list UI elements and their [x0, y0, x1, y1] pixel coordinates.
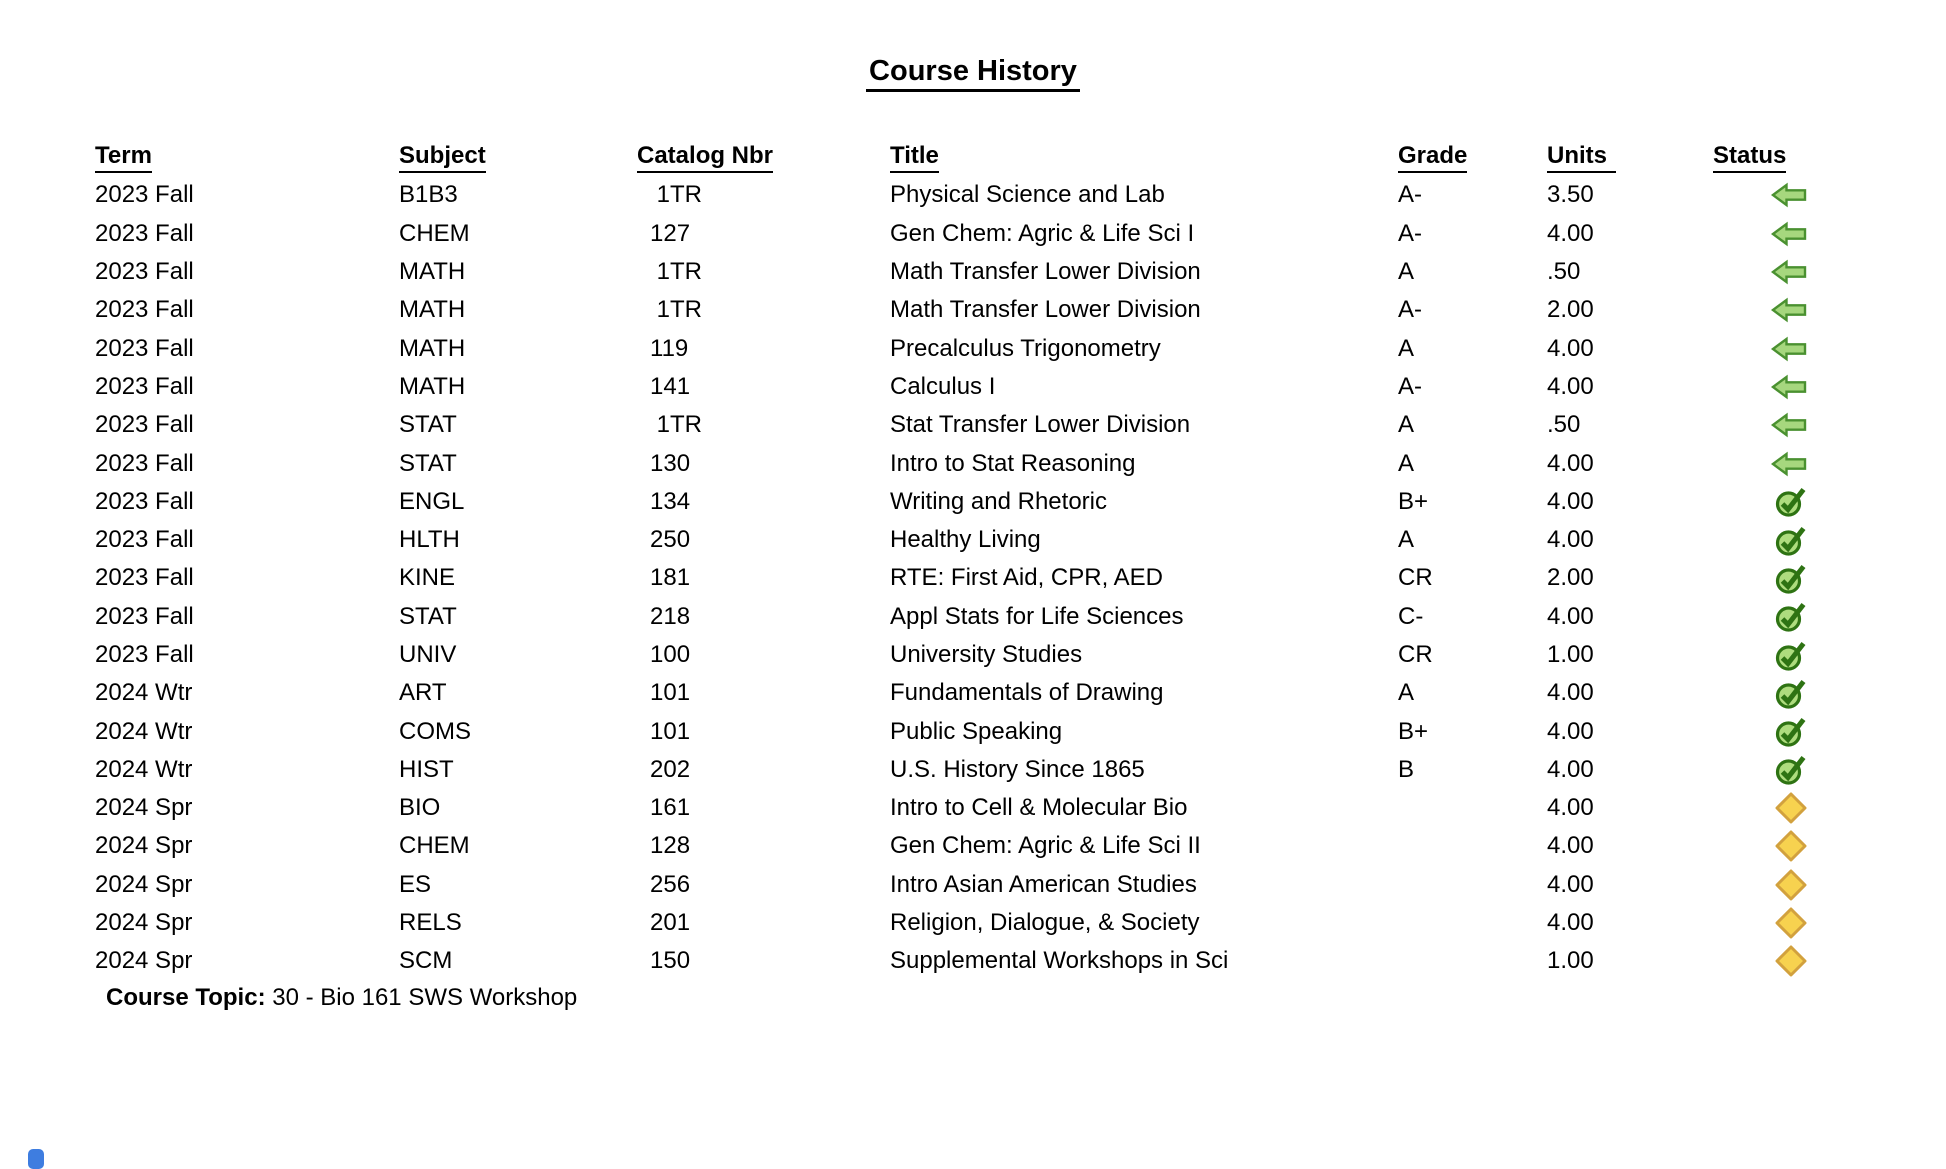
header-title[interactable]: Title: [890, 142, 1398, 173]
units-cell: 4.00: [1547, 449, 1594, 477]
catalog-nbr-cell: 1TR: [650, 296, 703, 324]
catalog-nbr-cell: 127: [650, 219, 691, 247]
term-cell: 2024 Wtr: [95, 679, 193, 707]
term-cell: 2024 Spr: [95, 947, 193, 975]
units-cell: 4.00: [1547, 909, 1594, 937]
subject-cell: ART: [399, 679, 447, 707]
term-cell: 2023 Fall: [95, 258, 194, 286]
status-cell: [1713, 639, 1815, 672]
catalog-nbr-cell: 202: [650, 755, 691, 783]
table-row: [95, 827, 1815, 865]
taken-check-icon: [1775, 715, 1808, 748]
table-row: [95, 368, 1815, 406]
table-row: [95, 215, 1815, 253]
subject-cell: BIO: [399, 794, 441, 822]
term-cell: 2024 Wtr: [95, 755, 193, 783]
catalog-nbr-cell: 150: [650, 947, 691, 975]
course-title-cell: Stat Transfer Lower Division: [890, 411, 1191, 439]
grade-cell: A: [1398, 449, 1415, 477]
grade-cell: A-: [1398, 296, 1422, 324]
in-progress-diamond-icon: [1774, 944, 1808, 978]
course-history-table: [95, 138, 1815, 981]
table-row: [95, 674, 1815, 712]
catalog-nbr-cell: 250: [650, 526, 691, 554]
table-header-row: [95, 138, 1815, 176]
subject-cell: STAT: [399, 411, 457, 439]
header-subject[interactable]: Subject: [399, 142, 637, 173]
status-cell: [1713, 944, 1815, 978]
course-title-cell: Religion, Dialogue, & Society: [890, 909, 1200, 937]
table-row: [95, 942, 1815, 980]
grade-cell: A: [1398, 679, 1415, 707]
page-title: Course History: [0, 55, 1946, 92]
course-title-cell: RTE: First Aid, CPR, AED: [890, 564, 1163, 592]
subject-cell: MATH: [399, 334, 466, 362]
status-cell: [1713, 562, 1815, 595]
in-progress-diamond-icon: [1774, 906, 1808, 940]
subject-cell: HIST: [399, 755, 454, 783]
units-cell: 4.00: [1547, 602, 1594, 630]
units-cell: 4.00: [1547, 717, 1594, 745]
status-cell: [1713, 451, 1815, 477]
term-cell: 2023 Fall: [95, 564, 194, 592]
table-row: [95, 789, 1815, 827]
status-cell: [1713, 715, 1815, 748]
catalog-nbr-cell: 218: [650, 602, 691, 630]
grade-cell: C-: [1398, 602, 1424, 630]
course-title-cell: Appl Stats for Life Sciences: [890, 602, 1184, 630]
term-cell: 2023 Fall: [95, 641, 194, 668]
term-cell: 2023 Fall: [95, 487, 194, 515]
term-cell: 2024 Spr: [95, 832, 193, 860]
transferred-arrow-icon: [1770, 182, 1808, 208]
partially-visible-blue-element: [28, 1149, 44, 1169]
units-cell: 1.00: [1547, 947, 1594, 975]
units-cell: 4.00: [1547, 679, 1594, 707]
course-title-cell: Fundamentals of Drawing: [890, 679, 1164, 707]
term-cell: 2023 Fall: [95, 181, 194, 209]
table-row: [95, 483, 1815, 521]
table-row: [95, 291, 1815, 329]
table-row: [95, 866, 1815, 904]
transferred-arrow-icon: [1770, 297, 1808, 323]
transferred-arrow-icon: [1770, 374, 1808, 400]
taken-check-icon: [1775, 524, 1808, 557]
units-cell: 4.00: [1547, 334, 1594, 362]
units-cell: 4.00: [1547, 794, 1594, 822]
units-cell: 4.00: [1547, 870, 1594, 898]
term-cell: 2023 Fall: [95, 219, 194, 247]
course-topic-label: Course Topic:: [106, 983, 266, 1011]
status-cell: [1713, 524, 1815, 557]
catalog-nbr-cell: 256: [650, 870, 691, 898]
units-cell: 4.00: [1547, 487, 1594, 515]
course-title-cell: Intro to Cell & Molecular Bio: [890, 794, 1188, 822]
term-cell: 2023 Fall: [95, 602, 194, 630]
transferred-arrow-icon: [1770, 412, 1808, 438]
course-title-cell: Healthy Living: [890, 526, 1041, 554]
subject-cell: SCM: [399, 947, 453, 975]
course-title-cell: Gen Chem: Agric & Life Sci I: [890, 219, 1195, 247]
units-cell: .50: [1547, 258, 1581, 286]
header-status[interactable]: Status: [1713, 142, 1815, 173]
units-cell: 4.00: [1547, 526, 1594, 554]
taken-check-icon: [1775, 639, 1808, 672]
catalog-nbr-cell: 100: [650, 641, 691, 668]
course-title-cell: Math Transfer Lower Division: [890, 296, 1201, 324]
course-title-cell: Precalculus Trigonometry: [890, 334, 1161, 362]
table-row: [95, 904, 1815, 942]
grade-cell: A-: [1398, 181, 1422, 209]
course-title-cell: University Studies: [890, 641, 1083, 668]
catalog-nbr-cell: 1TR: [650, 181, 703, 209]
catalog-nbr-cell: 130: [650, 449, 691, 477]
subject-cell: UNIV: [399, 641, 457, 668]
term-cell: 2024 Spr: [95, 870, 193, 898]
subject-cell: ES: [399, 870, 432, 898]
units-cell: 2.00: [1547, 564, 1594, 592]
grade-cell: CR: [1398, 564, 1433, 592]
subject-cell: STAT: [399, 602, 457, 630]
taken-check-icon: [1775, 485, 1808, 518]
course-title-cell: Intro Asian American Studies: [890, 870, 1197, 898]
subject-cell: MATH: [399, 296, 466, 324]
header-catalog-nbr[interactable]: Catalog Nbr: [637, 142, 890, 173]
grade-cell: A: [1398, 334, 1415, 362]
term-cell: 2023 Fall: [95, 296, 194, 324]
catalog-nbr-cell: 141: [650, 372, 691, 400]
transferred-arrow-icon: [1770, 336, 1808, 362]
catalog-nbr-cell: 201: [650, 909, 691, 937]
term-cell: 2023 Fall: [95, 449, 194, 477]
transferred-arrow-icon: [1770, 259, 1808, 285]
header-grade[interactable]: Grade: [1398, 142, 1547, 173]
units-cell: .50: [1547, 411, 1581, 439]
subject-cell: RELS: [399, 909, 462, 937]
course-title-cell: Intro to Stat Reasoning: [890, 449, 1136, 477]
catalog-nbr-cell: 1TR: [650, 258, 703, 286]
subject-cell: MATH: [399, 372, 466, 400]
subject-cell: KINE: [399, 564, 456, 592]
grade-cell: B+: [1398, 717, 1429, 745]
grade-cell: B+: [1398, 487, 1429, 515]
units-cell: 1.00: [1547, 641, 1594, 668]
course-title-cell: Public Speaking: [890, 717, 1063, 745]
term-cell: 2023 Fall: [95, 334, 194, 362]
taken-check-icon: [1775, 677, 1808, 710]
grade-cell: B: [1398, 755, 1415, 783]
units-cell: 4.00: [1547, 219, 1594, 247]
subject-cell: HLTH: [399, 526, 460, 554]
units-cell: 4.00: [1547, 372, 1594, 400]
in-progress-diamond-icon: [1774, 829, 1808, 863]
subject-cell: CHEM: [399, 219, 470, 247]
table-row: [95, 636, 1815, 674]
status-cell: [1713, 677, 1815, 710]
status-cell: [1713, 753, 1815, 786]
catalog-nbr-cell: 181: [650, 564, 691, 592]
status-cell: [1713, 791, 1815, 825]
status-cell: [1713, 297, 1815, 323]
status-cell: [1713, 259, 1815, 285]
table-row: [95, 253, 1815, 291]
catalog-nbr-cell: 101: [650, 717, 691, 745]
grade-cell: A: [1398, 258, 1415, 286]
table-row: [95, 406, 1815, 444]
course-title-cell: Writing and Rhetoric: [890, 487, 1107, 515]
status-cell: [1713, 906, 1815, 940]
units-cell: 3.50: [1547, 181, 1594, 209]
table-row: [95, 598, 1815, 636]
units-cell: 4.00: [1547, 755, 1594, 783]
grade-cell: CR: [1398, 641, 1433, 668]
course-title-cell: Math Transfer Lower Division: [890, 258, 1201, 286]
status-cell: [1713, 182, 1815, 208]
course-title-cell: U.S. History Since 1865: [890, 755, 1145, 783]
grade-cell: A-: [1398, 372, 1422, 400]
header-term[interactable]: Term: [95, 142, 399, 173]
catalog-nbr-cell: 1TR: [650, 411, 703, 439]
table-row: [95, 712, 1815, 750]
subject-cell: COMS: [399, 717, 471, 745]
course-topic-value: 30 - Bio 161 SWS Workshop: [272, 983, 578, 1011]
grade-cell: A: [1398, 411, 1415, 439]
grade-cell: A: [1398, 526, 1415, 554]
table-row: [95, 521, 1815, 559]
units-cell: 2.00: [1547, 296, 1594, 324]
status-cell: [1713, 221, 1815, 247]
status-cell: [1713, 600, 1815, 633]
catalog-nbr-cell: 128: [650, 832, 691, 860]
status-cell: [1713, 485, 1815, 518]
transferred-arrow-icon: [1770, 451, 1808, 477]
catalog-nbr-cell: 161: [650, 794, 691, 822]
catalog-nbr-cell: 134: [650, 487, 691, 515]
taken-check-icon: [1775, 562, 1808, 595]
status-cell: [1713, 412, 1815, 438]
course-title-cell: Calculus I: [890, 372, 996, 400]
table-row: [95, 559, 1815, 597]
taken-check-icon: [1775, 753, 1808, 786]
catalog-nbr-cell: 119: [650, 334, 689, 362]
table-row: [95, 444, 1815, 482]
course-title-cell: Gen Chem: Agric & Life Sci II: [890, 832, 1201, 860]
subject-cell: STAT: [399, 449, 457, 477]
term-cell: 2024 Spr: [95, 794, 193, 822]
catalog-nbr-cell: 101: [650, 679, 691, 707]
header-units[interactable]: Units: [1547, 142, 1713, 173]
in-progress-diamond-icon: [1774, 791, 1808, 825]
term-cell: 2024 Spr: [95, 909, 193, 937]
subject-cell: CHEM: [399, 832, 470, 860]
course-title-cell: Supplemental Workshops in Sci: [890, 947, 1229, 975]
subject-cell: ENGL: [399, 487, 465, 515]
subject-cell: MATH: [399, 258, 466, 286]
course-title-cell: Physical Science and Lab: [890, 181, 1165, 209]
term-cell: 2024 Wtr: [95, 717, 193, 745]
grade-cell: A-: [1398, 219, 1422, 247]
status-cell: [1713, 829, 1815, 863]
taken-check-icon: [1775, 600, 1808, 633]
status-cell: [1713, 336, 1815, 362]
course-topic: [106, 984, 1946, 1012]
in-progress-diamond-icon: [1774, 868, 1808, 902]
units-cell: 4.00: [1547, 832, 1594, 860]
term-cell: 2023 Fall: [95, 411, 194, 439]
course-table-body: [95, 176, 1815, 980]
status-cell: [1713, 868, 1815, 902]
status-cell: [1713, 374, 1815, 400]
term-cell: 2023 Fall: [95, 526, 194, 554]
subject-cell: B1B3: [399, 181, 458, 209]
table-row: [95, 176, 1815, 214]
table-row: [95, 751, 1815, 789]
transferred-arrow-icon: [1770, 221, 1808, 247]
term-cell: 2023 Fall: [95, 372, 194, 400]
table-row: [95, 329, 1815, 367]
